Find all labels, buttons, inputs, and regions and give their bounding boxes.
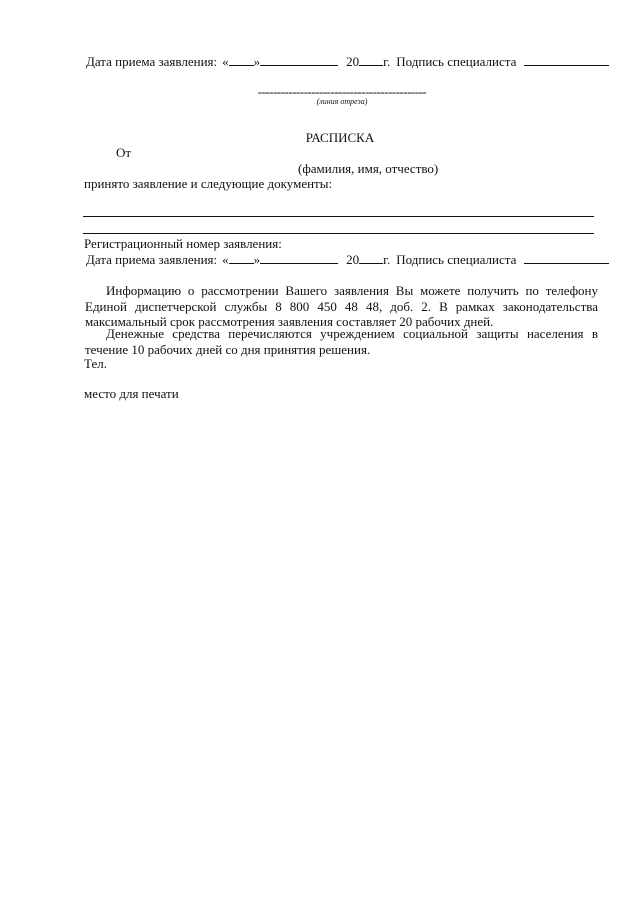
reg-number-label: Регистрационный номер заявления: (84, 236, 282, 251)
name-hint: (фамилия, имя, отчество) (298, 161, 439, 176)
date-label: Дата приема заявления: (86, 54, 218, 69)
receipt-month-blank[interactable] (260, 251, 338, 264)
receipt-year-prefix: 20 (346, 252, 360, 267)
month-blank[interactable] (260, 53, 338, 66)
receipt-quote-open: « (222, 252, 229, 267)
year-prefix: 20 (346, 54, 360, 69)
day-blank[interactable] (229, 53, 254, 66)
from-label: От (116, 145, 132, 160)
receipt-quote-close: » (253, 252, 261, 267)
receipt-day-blank[interactable] (229, 251, 254, 264)
receipt-year-suffix: г. (383, 252, 391, 267)
cut-line-label: (линия отреза) (316, 97, 368, 106)
year-suffix: г. (383, 54, 391, 69)
quote-close: » (253, 54, 261, 69)
receipt-signature-label: Подпись специалиста (396, 252, 517, 267)
quote-open: « (222, 54, 229, 69)
receipt-date-row (86, 251, 611, 267)
documents-line-1[interactable] (83, 216, 594, 217)
receipt-title: РАСПИСКА (305, 130, 375, 145)
phone-label: Тел. (84, 356, 107, 371)
receipt-signature-blank[interactable] (524, 251, 609, 264)
receipt-year-blank[interactable] (359, 251, 383, 264)
stamp-place-label: место для печати (84, 386, 179, 401)
documents-line-2[interactable] (83, 233, 594, 234)
info-paragraph: Информацию о рассмотрении Вашего заявления Вы можете получить по телефону Единой диспетчерской службы 8 800 450 48 48, доб. 2. В рамках законодательства максимальный срок рассмотрения заявления составляет 20 рабочих дней. (85, 283, 598, 329)
cut-line: -------------------------------------------- (257, 84, 427, 99)
accepted-text: принято заявление и следующие документы: (84, 176, 333, 191)
receipt-date-label: Дата приема заявления: (86, 252, 218, 267)
signature-blank[interactable] (524, 53, 609, 66)
year-blank[interactable] (359, 53, 383, 66)
top-date-row (86, 53, 611, 69)
money-paragraph: Денежные средства перечисляются учреждением социальной защиты населения в течение 10 рабочих дней со дня принятия решения. (85, 326, 598, 357)
signature-label: Подпись специалиста (396, 54, 517, 69)
